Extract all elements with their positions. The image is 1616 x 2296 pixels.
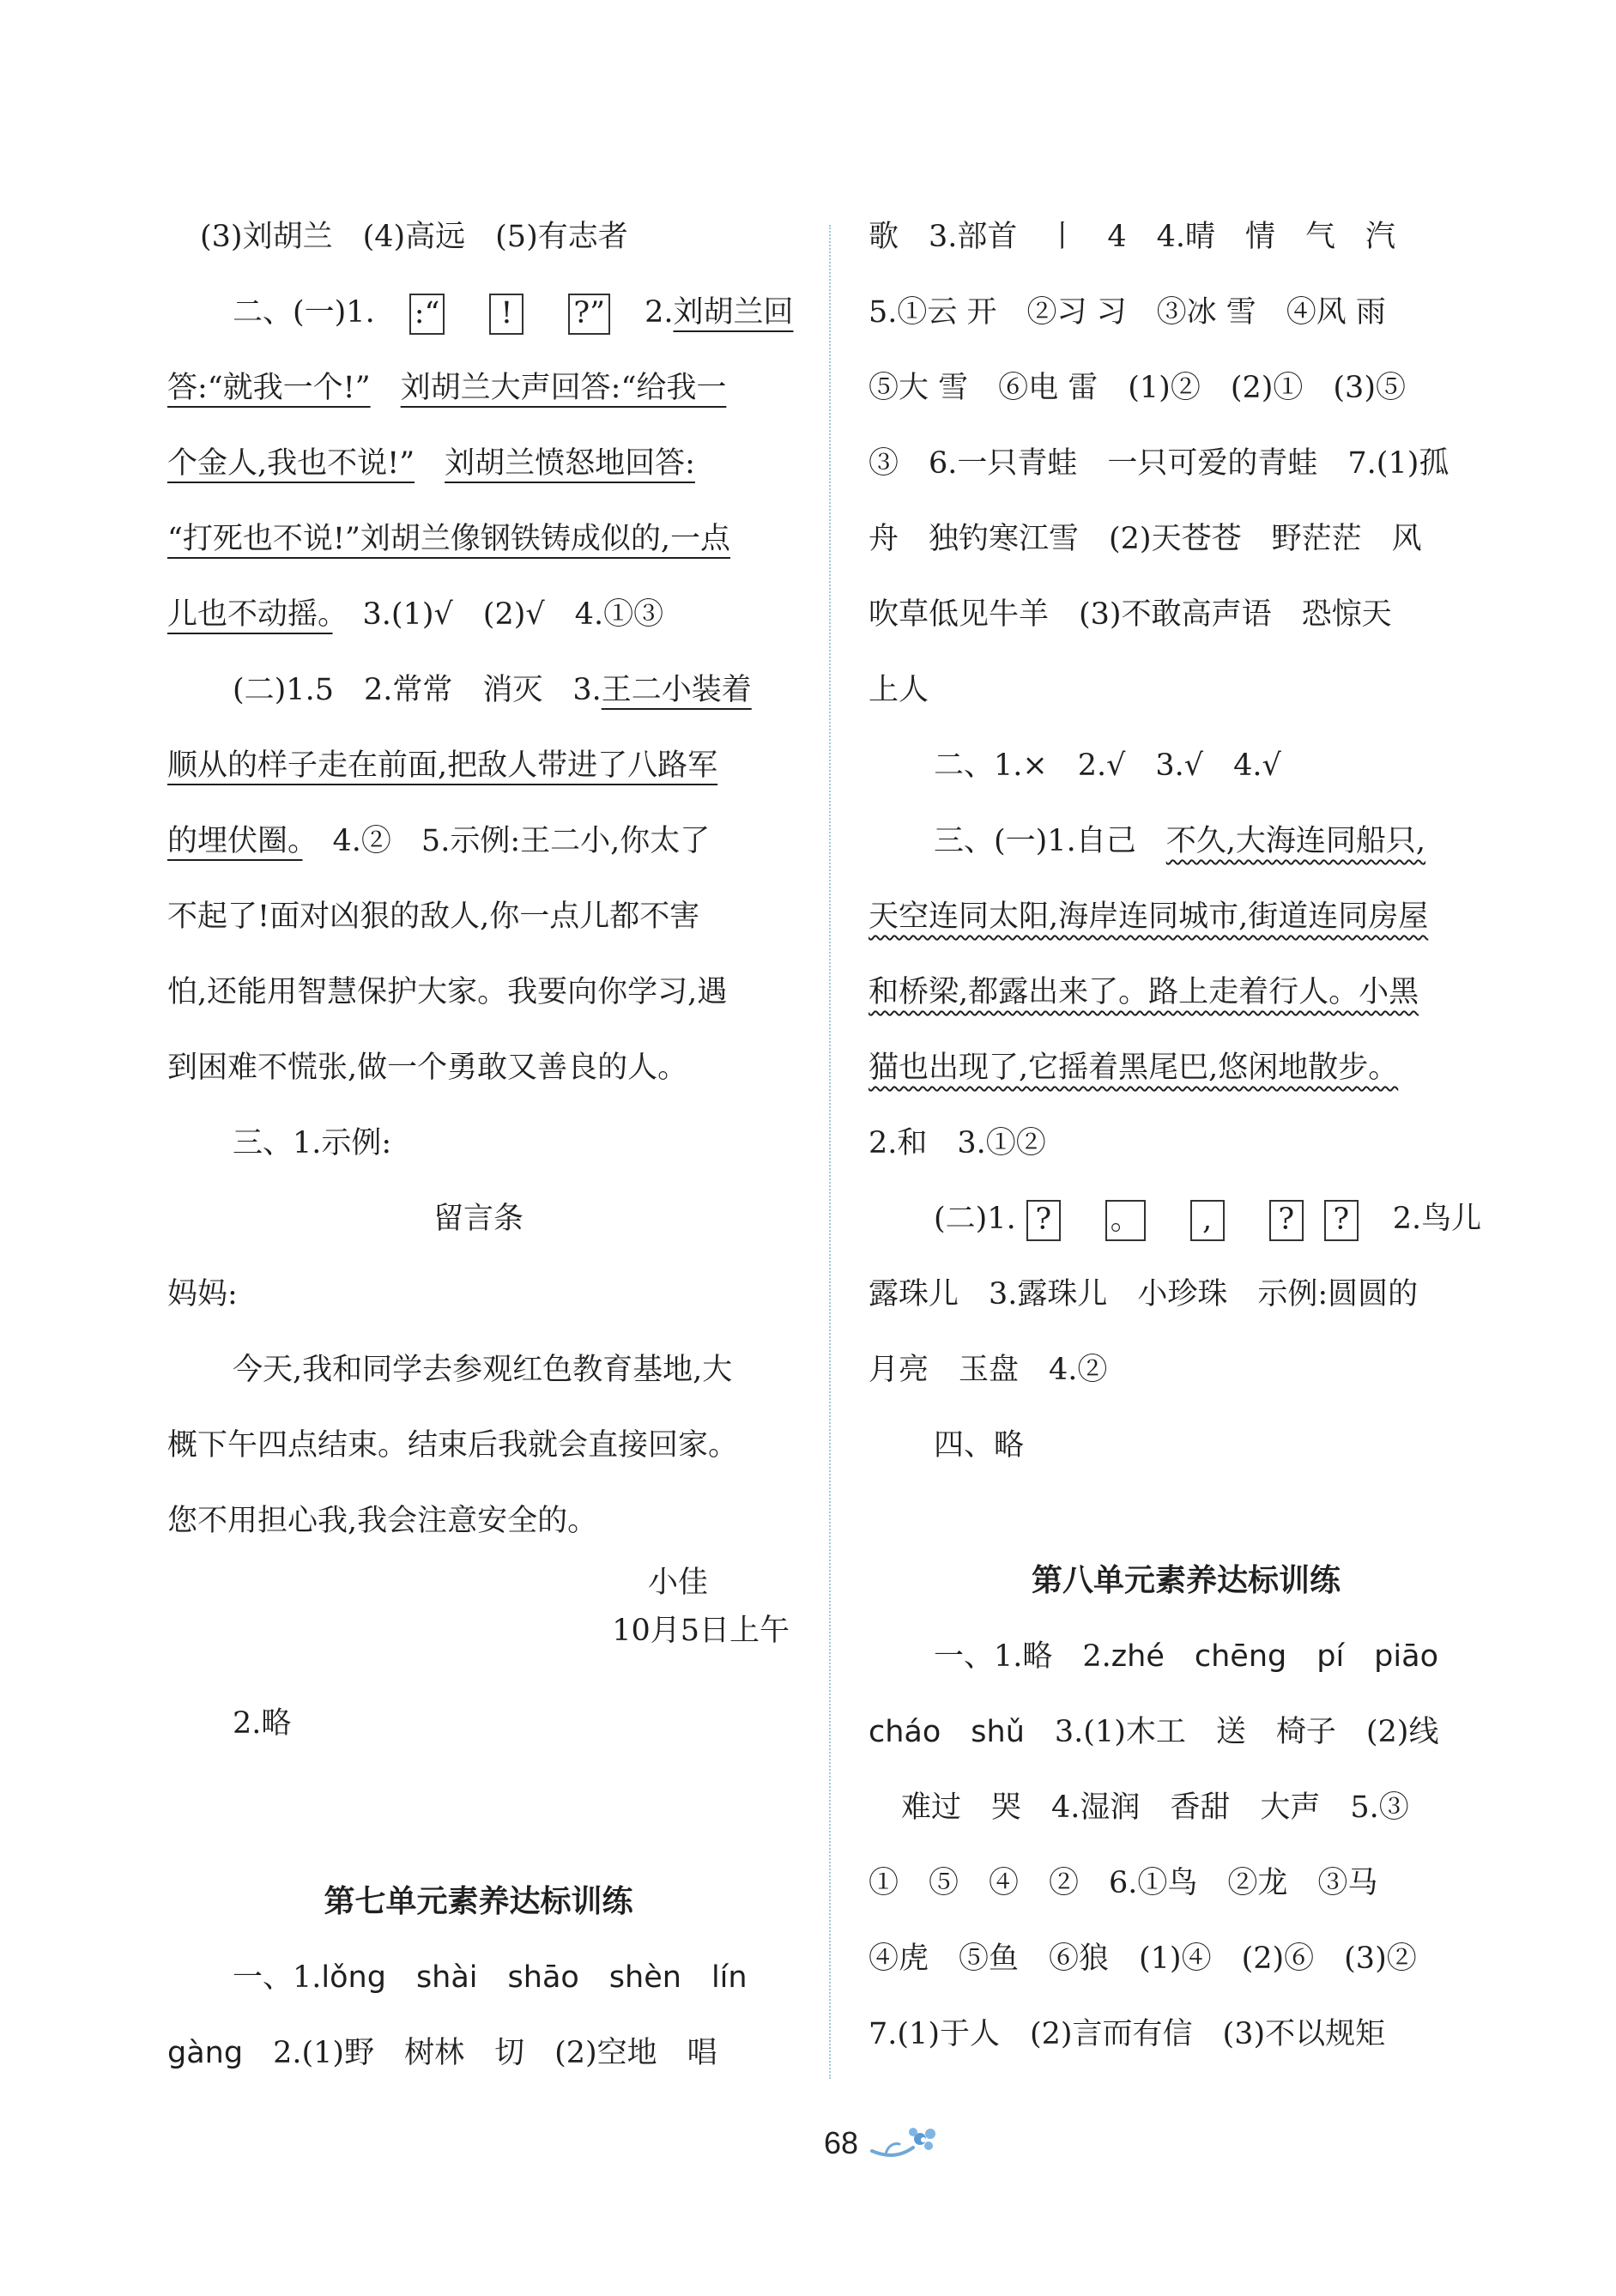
wavy-underlined-answer: 天空连同太阳,海岸连同城市,街道连同房屋 — [869, 900, 1429, 934]
underlined-answer: 答:“就我一个!” — [167, 371, 371, 405]
answer-line: 怕,还能用智慧保护大家。我要向你学习,遇 — [167, 975, 728, 1009]
answer-text: 4.② 5.示例:王二小,你太了 — [332, 824, 711, 858]
underlined-answer: 顺从的样子走在前面,把敌人带进了八路军 — [167, 748, 718, 783]
answer-line: 2.略 — [233, 1706, 292, 1741]
punctuation-box: ? — [1026, 1200, 1061, 1241]
answer-text: 3.(1)√ (2)√ 4.①③ — [362, 597, 664, 632]
answer-line: ① ⑤ ④ ② 6.①鸟 ②龙 ③马 — [869, 1866, 1378, 1900]
answer-line — [167, 426, 790, 501]
answer-line: 吹草低见牛羊 (3)不敢高声语 恐惊天 — [869, 597, 1392, 632]
answer-line: 三、1.示例: — [233, 1126, 392, 1160]
answer-line: 不起了!面对凶狠的敌人,你一点儿都不害 — [167, 900, 700, 934]
underlined-answer: 刘胡兰愤怒地回答: — [445, 446, 695, 481]
note-greeting: 妈妈: — [167, 1277, 238, 1312]
answer-line — [167, 501, 790, 577]
answer-line: (3)刘胡兰 (4)高远 (5)有志者 — [200, 220, 628, 254]
answer-line — [167, 350, 790, 426]
note-signature: 小佳 — [648, 1566, 709, 1600]
answer-line — [167, 275, 794, 350]
unit-8-heading: 第八单元素养达标训练 — [1031, 1563, 1341, 1598]
note-body-line: 概下午四点结束。结束后我就会直接回家。 — [167, 1428, 739, 1463]
punctuation-box: , — [1190, 1200, 1225, 1241]
underlined-answer: 的埋伏圈。 — [167, 824, 303, 858]
note-body-line: 您不用担心我,我会注意安全的。 — [167, 1504, 598, 1538]
answer-line — [869, 954, 1504, 1030]
section-label: 一、1. — [233, 1960, 322, 1995]
answer-line — [869, 1030, 1504, 1106]
section-label: 二、(一)1. — [233, 295, 375, 330]
answer-text: 一、1.略 2. — [934, 1639, 1111, 1674]
punctuation-box: ?” — [568, 294, 610, 335]
answer-line — [167, 652, 790, 728]
underlined-answer: 个金人,我也不说!” — [167, 446, 415, 481]
answer-line: 二、1.× 2.√ 3.√ 4.√ — [934, 748, 1281, 783]
answer-line: 5.①云 开 ②习 习 ③冰 雪 ④风 雨 — [869, 295, 1386, 330]
underlined-answer: 刘胡兰大声回答:“给我一 — [400, 371, 727, 405]
answer-line: 露珠儿 3.露珠儿 小珍珠 示例:圆圆的 — [869, 1277, 1419, 1312]
answer-line — [869, 1694, 1504, 1770]
punctuation-box: ! — [489, 294, 524, 335]
answer-line — [869, 1619, 1504, 1694]
underlined-answer: 王二小装着 — [601, 673, 752, 707]
wavy-underlined-answer: 不久,大海连同船只, — [1165, 824, 1425, 858]
section-label: (二)1. — [934, 1202, 1016, 1236]
answer-line: ④虎 ⑤鱼 ⑥狼 (1)④ (2)⑥ (3)② — [869, 1942, 1417, 1976]
answer-line — [869, 1181, 1504, 1257]
answer-line: 到困难不慌张,做一个勇敢又善良的人。 — [167, 1051, 688, 1085]
pinyin-answers: gàng — [167, 2036, 244, 2070]
note-body-line: 今天,我和同学去参观红色教育基地,大 — [233, 1353, 733, 1387]
answer-line: 难过 哭 4.湿润 香甜 大声 5.③ — [901, 1790, 1409, 1825]
answer-line — [167, 728, 790, 803]
punctuation-box: ? — [1324, 1200, 1359, 1241]
answer-line: 四、略 — [934, 1428, 1025, 1463]
answer-line: 2.和 3.①② — [869, 1126, 1046, 1160]
answer-text: (二)1.5 2.常常 消灭 3. — [233, 673, 602, 707]
answer-line — [167, 2015, 790, 2091]
punctuation-box: :“ — [409, 294, 445, 335]
answer-line: 歌 3.部首 丨 4 4.晴 情 气 汽 — [869, 220, 1396, 254]
answer-line: ⑤大 雪 ⑥电 雷 (1)② (2)① (3)⑤ — [869, 371, 1406, 405]
punctuation-box: 。 — [1105, 1200, 1146, 1241]
answer-text: 2.(1)野 树林 切 (2)空地 唱 — [273, 2036, 717, 2070]
page-number: 68 — [823, 2125, 859, 2160]
note-title: 留言条 — [433, 1202, 524, 1236]
answer-text: 2.鸟儿 — [1392, 1202, 1482, 1236]
answer-line — [869, 879, 1504, 954]
pinyin-answers: lǒng shài shāo shèn lín — [321, 1960, 747, 1995]
column-divider — [829, 225, 831, 2079]
answer-line — [869, 803, 1504, 879]
item-number: 2. — [645, 295, 674, 330]
spacer — [167, 1761, 790, 1864]
pinyin-answers: cháo shǔ — [869, 1715, 1025, 1749]
answer-line: 上人 — [869, 673, 929, 707]
underlined-answer: “打死也不说!”刘胡兰像钢铁铸成似的,一点 — [167, 522, 730, 556]
answer-line: 7.(1)于人 (2)言而有信 (3)不以规矩 — [869, 2017, 1386, 2051]
wavy-underlined-answer: 和桥梁,都露出来了。路上走着行人。小黑 — [869, 975, 1419, 1009]
note-date: 10月5日上午 — [612, 1614, 790, 1648]
punctuation-box: ? — [1269, 1200, 1304, 1241]
answer-text: 3.(1)木工 送 椅子 (2)线 — [1054, 1715, 1439, 1749]
answer-text: 三、(一)1.自己 — [934, 824, 1166, 858]
underlined-answer: 刘胡兰回 — [673, 295, 794, 330]
answer-line: 月亮 玉盘 4.② — [869, 1353, 1108, 1387]
underlined-answer: 儿也不动摇。 — [167, 597, 333, 632]
answer-line: 舟 独钓寒江雪 (2)天苍苍 野茫茫 风 — [869, 522, 1422, 556]
spacer — [869, 1483, 1504, 1543]
answer-line: ③ 6.一只青蛙 一只可爱的青蛙 7.(1)孤 — [869, 446, 1450, 481]
answer-line — [167, 1940, 790, 2015]
unit-7-heading: 第七单元素养达标训练 — [324, 1884, 633, 1919]
pinyin-answers: zhé chēng pí piāo — [1111, 1639, 1438, 1674]
right-column — [869, 199, 1504, 2072]
wavy-underlined-answer: 猫也出现了,它摇着黑尾巴,悠闲地散步。 — [869, 1051, 1399, 1085]
decorative-flower-icon — [869, 2122, 946, 2163]
answer-line — [167, 577, 790, 652]
left-column — [167, 199, 794, 2091]
answer-line — [167, 803, 790, 879]
